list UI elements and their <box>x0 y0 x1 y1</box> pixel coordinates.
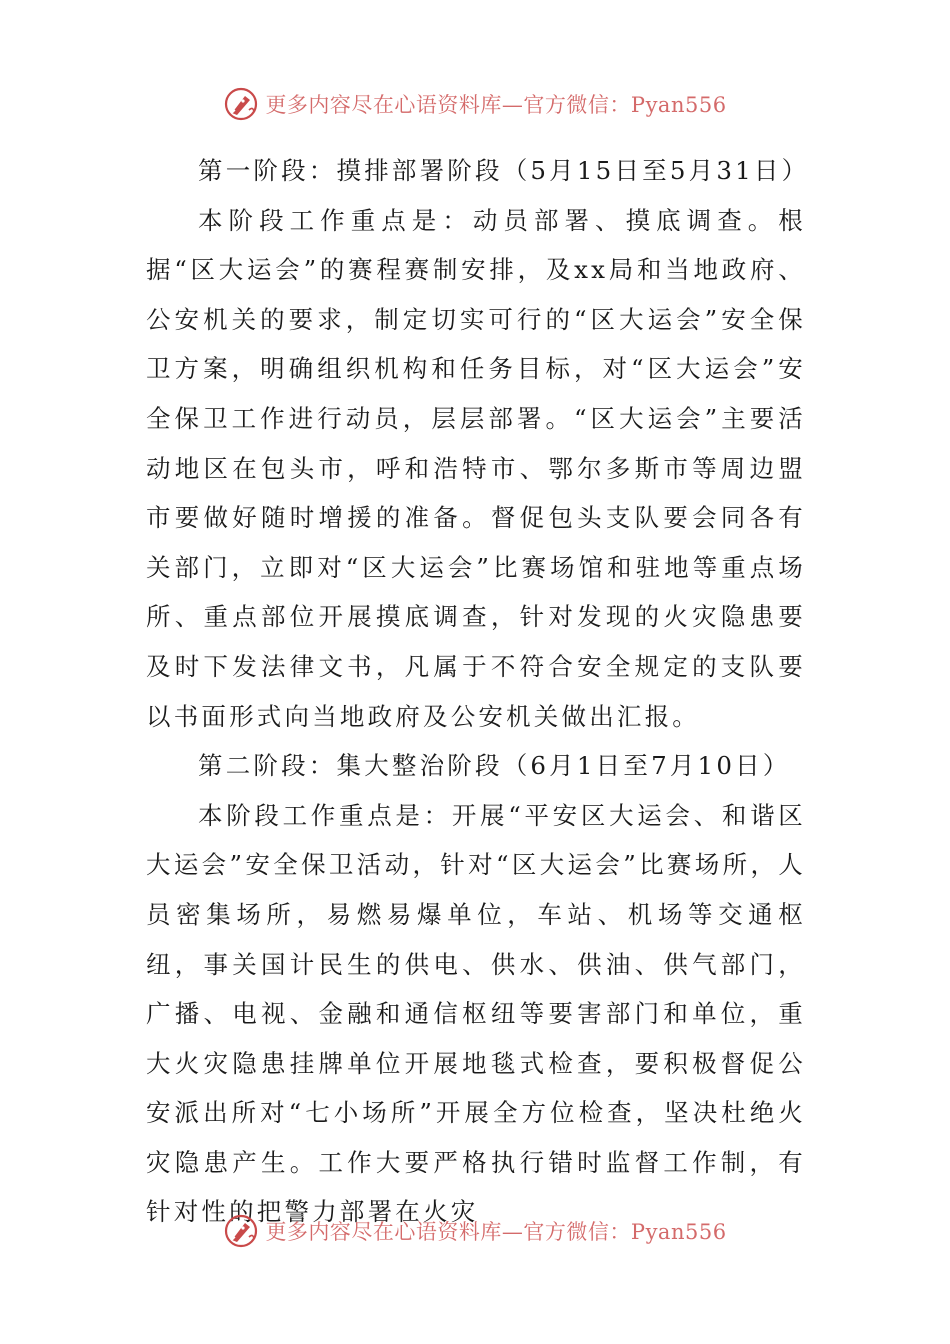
paragraph-stage-two-heading: 第二阶段：集大整治阶段（6月1日至7月10日） <box>198 751 791 781</box>
document-body <box>146 146 810 1237</box>
watermark-text: 更多内容尽在心语资料库—官方微信：Pyan556 <box>265 93 727 117</box>
watermark-text: 更多内容尽在心语资料库—官方微信：Pyan556 <box>265 1220 727 1244</box>
pen-nib-circle-icon <box>223 1213 259 1249</box>
paragraph-stage-one-heading: 第一阶段：摸排部署阶段（5月15日至5月31日） <box>198 156 810 185</box>
paragraph-stage-one-body: 本阶段工作重点是：动员部署、摸底调查。根据“区大运会”的赛程赛制安排，及xx局和当地政府、公安机关的要求，制定切实可行的“区大运会”安全保卫方案，明确组织机构和任务目标，对“区大运会”安全保卫工作进行动员，层层部署。“区大运会”主要活动地区在包头市，呼和浩特市、鄂尔多斯市等周边盟市要做好随时增援的准备。督促包头支队要会同各有关部门，立即对“区大运会”比赛场馆和驻地等重点场所、重点部位开展摸底调查，针对发现的火灾隐患要及时下发法律文书，凡属于不符合安全规定的支队要以书面形式向当地政府及公安机关做出汇报。 <box>146 205 806 731</box>
header-watermark <box>0 82 950 126</box>
footer-watermark <box>0 1209 950 1253</box>
paragraph-stage-two-body: 本阶段工作重点是：开展“平安区大运会、和谐区大运会”安全保卫活动，针对“区大运会”比赛场所，人员密集场所，易燃易爆单位，车站、机场等交通枢纽，事关国计民生的供电、供水、供油、供气部门，广播、电视、金融和通信枢纽等要害部门和单位，重大火灾隐患挂牌单位开展地毯式检查，要积极督促公安派出所对“七小场所”开展全方位检查，坚决杜绝火灾隐患产生。工作大要严格执行错时监督工作制，有针对性的把警力部署在火灾 <box>146 800 806 1227</box>
pen-nib-circle-icon <box>223 86 259 122</box>
